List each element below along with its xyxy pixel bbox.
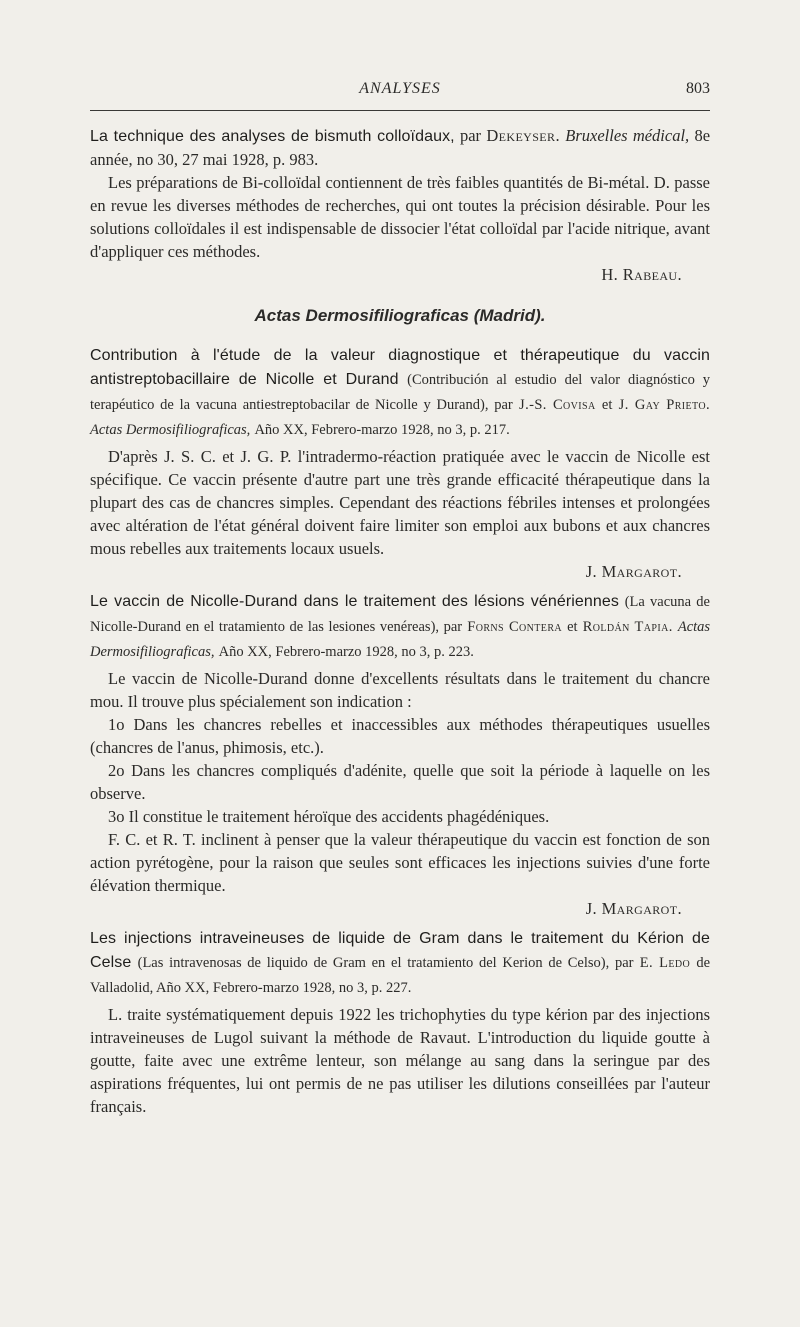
page-header [90,78,710,104]
entry3-title: Le vaccin de Nicolle-Durand dans le traitement des lésions vénériennes [90,593,620,610]
entry3-item1: 1o Dans les chancres rebelles et inaccessibles aux méthodes thérapeutiques usuelles (chancres de l'anus, phimosis, etc.). [90,715,710,757]
entry2-and: et [601,397,613,413]
entry1-details: 8e année, no 30, 27 mai 1928, p. 983. [90,126,711,169]
entry2-title: Contribution à l'étude de la valeur diagnostique et thérapeutique du vaccin antistreptobacillaire de Nicolle et Durand [90,347,710,388]
entry2-citation: (Contribución al estudio del valor diagnóstico y terapéutico de la vacuna antiestreptobacilar de Nicolle y Durand), par [90,372,711,413]
entry4-body: L. traite systématiquement depuis 1922 les trichophyties du type kérion par des injections intraveineuses de Lugol suivant la méthode de Ravaut. L'introduction du liquide goutte à goutte, faite avec une extrême lenteur, son mélange au sang dans la seringue par des aspirations fréquentes, lui ont permis de ne pas utiliser les dilutions conseillées par l'auteur français. [90,1005,710,1116]
entry1-author: Dekeyser. [486,126,560,145]
entry4-title: Les injections intraveineuses de liquide de Gram dans le traitement du Kérion de Celse [90,930,710,971]
entry2-journal: Actas Dermosifiliograficas, [90,422,251,438]
entry4-author: E. Ledo [639,955,691,971]
entry4-reference [90,926,710,1000]
entry3-journal: Actas Dermosifiliograficas, [90,619,711,660]
article-content [90,124,710,1118]
entry3-and: et [567,619,578,635]
entry2-author2: J. Gay Prieto. [618,397,711,413]
entry3-body1: Le vaccin de Nicolle-Durand donne d'excellents résultats dans le traitement du chancre mou. Il trouve plus spécialement son indication : [90,669,710,711]
entry1-signature: H. Rabeau. [601,265,682,284]
entry1-reference [90,124,710,171]
entry1-by: par [459,126,482,145]
page-number: 803 [686,80,710,97]
entry3-body2: F. C. et R. T. inclinent à penser que la valeur thérapeutique du vaccin est fonction de son action pyrétogène, pour la raison que seules sont efficaces les injections suivies d'une forte élévation thermique. [90,830,710,895]
entry2-details: Año XX, Febrero-marzo 1928, no 3, p. 217. [254,422,510,438]
entry3-item2: 2o Dans les chancres compliqués d'adénite, quelle que soit la période à laquelle on les observe. [90,761,710,803]
entry4-citation: (Las intravenosas de liquido de Gram en el tratamiento del Kerion de Celso), par [137,955,634,971]
entry1-body: Les préparations de Bi-colloïdal contiennent de très faibles quantités de Bi-métal. D. passe en revue les diverses méthodes de recherches, qui ont toutes la précision désirable. Pour les solutions colloïdales il est indispensable de dissocier l'état colloïdal par l'acide nitrique, avant d'appliquer ces méthodes. [90,173,710,261]
entry2-author1: J.-S. Covisa [519,397,596,413]
entry3-signature: J. Margarot. [585,899,682,918]
header-rule [90,110,710,111]
running-title: ANALYSES [359,80,441,97]
entry3-details: Año XX, Febrero-marzo 1928, no 3, p. 223. [218,644,474,660]
entry3-author1: Forns Contera [467,619,563,635]
entry3-reference [90,589,710,664]
entry2-body: D'après J. S. C. et J. G. P. l'intradermo-réaction pratiquée avec le vaccin de Nicolle est spécifique. Ce vaccin présente d'autre part une très grande efficacité thérapeutique dans la plupart des cas de chancres simples. Cependant des réactions fébriles intenses et prolongées avec altération de l'état général doivent faire limiter son emploi aux bubons et aux chancres mous rebelles aux traitements locaux usuels. [90,447,710,558]
entry3-citation: (La vacuna de Nicolle-Durand en el tratamiento de las lesiones venéreas), par [90,594,710,635]
section-title: Actas Dermosifiliograficas (Madrid). [254,306,546,325]
entry3-author2: Roldán Tapia. [582,619,673,635]
entry1-journal: Bruxelles médical, [565,126,690,145]
entry2-reference [90,343,710,442]
entry4-details: de Valladolid, Año XX, Febrero-marzo 1928, no 3, p. 227. [90,955,710,996]
entry1-title: La technique des analyses de bismuth colloïdaux, [90,128,455,145]
entry3-item3: 3o Il constitue le traitement héroïque des accidents phagédéniques. [108,807,550,826]
entry2-signature: J. Margarot. [585,562,682,581]
